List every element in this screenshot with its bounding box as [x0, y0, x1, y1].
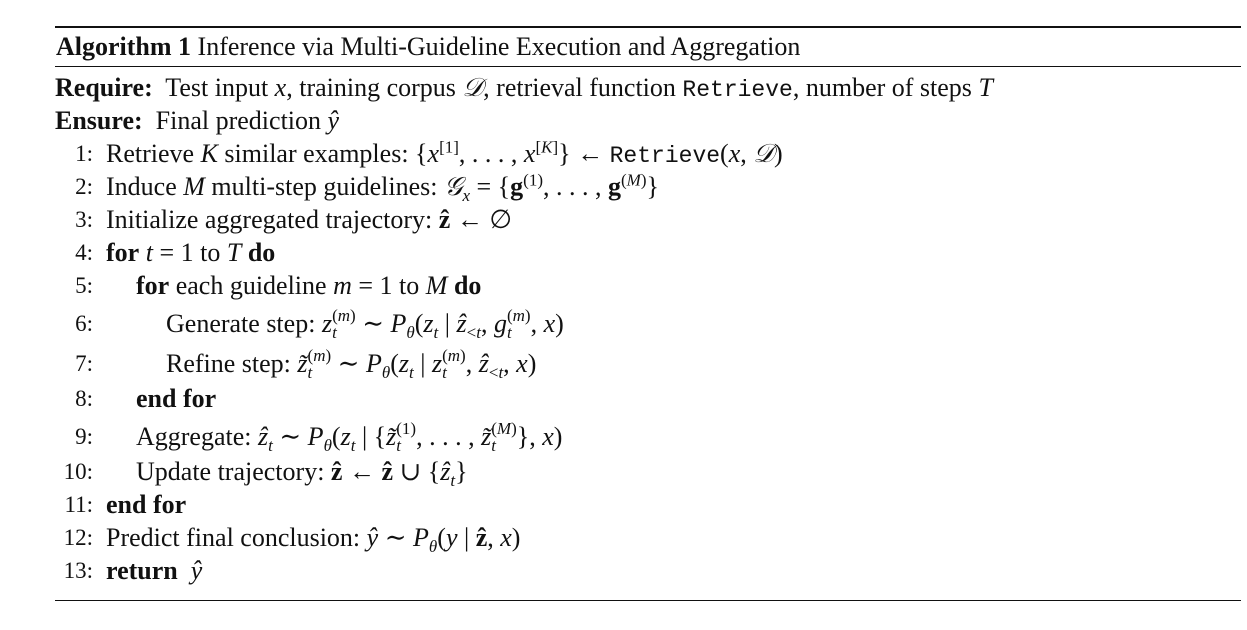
line-5-text-a: each guideline — [175, 271, 327, 300]
require-text-c: , retrieval function — [483, 73, 676, 102]
algorithm-line-9: 9: Aggregate: ẑ$_t$ ∼ $P_\theta(z_t$ | {z̃ (1) t , . . . , z̃ (M) t }, x) — [55, 415, 1241, 455]
line-number: 9: — [75, 424, 93, 449]
algorithm-caption — [55, 28, 1241, 66]
require-text-d: , number of steps — [792, 73, 972, 102]
line-number: 3: — [75, 207, 93, 232]
keyword-for: for — [136, 271, 170, 300]
line-number: 4: — [75, 240, 93, 265]
line-number: 1: — [75, 141, 93, 166]
algorithm-line-5: 5: for each guideline m = 1 to M do — [55, 269, 1241, 302]
algorithm-line-7: 7: Refine step: z̃ (m) t ∼ $P_\theta(z_t$ | z (m) t , ẑ$_{<t}$, x) — [55, 342, 1241, 382]
line-1-text-b: similar examples: — [224, 139, 409, 168]
line-1-text-a: Retrieve — [106, 139, 195, 168]
line-number: 10: — [63, 459, 93, 484]
line-10-text-a: Update trajectory: — [136, 457, 325, 486]
line-12-text-a: Predict final conclusion: — [106, 523, 361, 552]
keyword-to: to — [399, 271, 420, 300]
algorithm-body — [55, 67, 1241, 587]
line-number: 11: — [64, 492, 93, 517]
require-label: Require: — [55, 73, 153, 102]
keyword-do: do — [247, 238, 276, 267]
algorithm-line-3: 3: Initialize aggregated trajectory: ẑ ← ∅ — [55, 203, 1241, 236]
require-line: Require: Test input x, training corpus 𝒟, retrieval function Retrieve, number of steps T — [55, 73, 993, 103]
algorithm-line-1: 1: Retrieve K similar examples: {x[1], . . . , x[K]} ← Retrieve(x, 𝒟) — [55, 137, 1241, 170]
algorithm-title: Inference via Multi-Guideline Execution and Aggregation — [197, 32, 801, 61]
line-number: 12: — [63, 525, 93, 550]
line-3-text-a: Initialize aggregated trajectory: — [106, 205, 433, 234]
keyword-end-for: end for — [136, 384, 217, 413]
bottom-rule — [55, 600, 1241, 601]
line-1-fn: Retrieve — [609, 143, 721, 169]
line-number: 13: — [63, 558, 93, 583]
retrieve-function-name: Retrieve — [682, 77, 793, 103]
ensure-label: Ensure: — [55, 106, 143, 135]
algorithm-block — [55, 26, 1241, 587]
ensure-text: Final prediction — [155, 106, 322, 135]
keyword-for: for — [106, 238, 140, 267]
algorithm-line-6: 6: Generate step: z (m) t ∼ $P_\theta(z_t$ | ẑ$_{<t}$, g (m) t , x) — [55, 302, 1241, 342]
keyword-to: to — [200, 238, 221, 267]
algorithm-line-10: 10: Update trajectory: ẑ ← ẑ ∪ {ẑ$_t$} — [55, 455, 1241, 488]
line-number: 5: — [75, 273, 93, 298]
algorithm-line-8 — [55, 382, 1241, 415]
keyword-return: return — [106, 556, 178, 585]
ensure-line: Ensure: Final prediction ŷ — [55, 106, 340, 135]
algorithm-line-11 — [55, 488, 1241, 521]
algorithm-line-13: 13: return ŷ — [55, 554, 1241, 587]
algorithm-label: Algorithm 1 — [56, 32, 192, 61]
line-2-text-a: Induce — [106, 172, 177, 201]
line-number: 8: — [75, 386, 93, 411]
algorithm-line-4: 4: for t = 1 to T do — [55, 236, 1241, 269]
require-text-a: Test input — [165, 73, 269, 102]
line-7-text-a: Refine step: — [166, 349, 291, 378]
require-text-b: , training corpus — [286, 73, 456, 102]
algorithm-line-12: 12: Predict final conclusion: ŷ ∼ $P_\theta(y$ | ẑ, x) — [55, 521, 1241, 554]
line-number: 2: — [75, 174, 93, 199]
keyword-end-for: end for — [106, 490, 187, 519]
line-number: 7: — [75, 351, 93, 376]
line-number: 6: — [75, 311, 93, 336]
line-6-text-a: Generate step: — [166, 309, 316, 338]
line-2-text-b: multi-step guidelines: — [211, 172, 438, 201]
algorithm-line-2: 2: Induce M multi-step guidelines: 𝒢$_x$ = {$g^{(1)}$, . . . , $g^{(M)}$} — [55, 170, 1241, 203]
line-9-text-a: Aggregate: — [136, 422, 252, 451]
keyword-do: do — [453, 271, 482, 300]
